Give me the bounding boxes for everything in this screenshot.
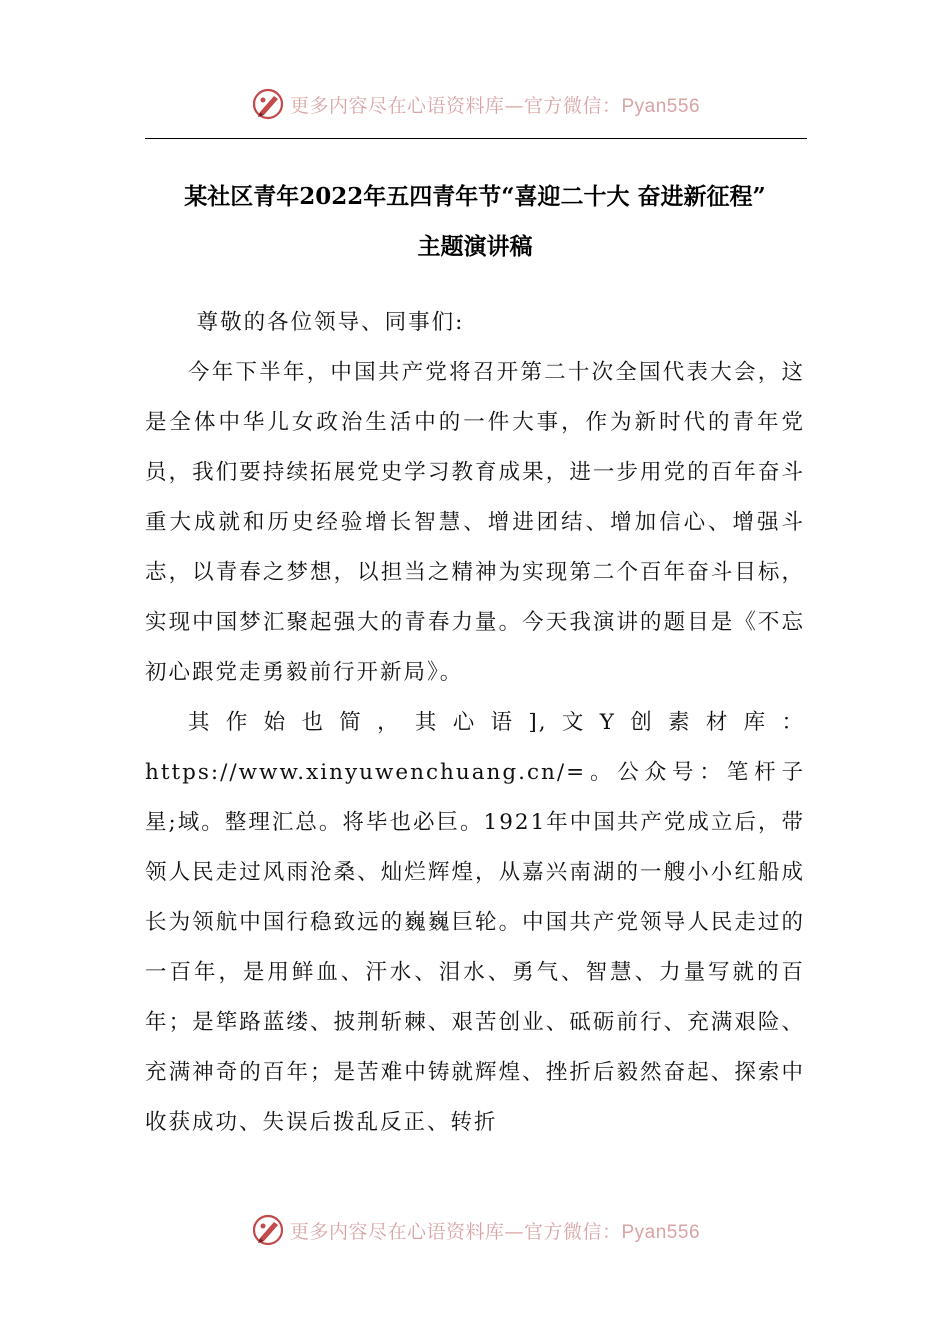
body-paragraph-2: 其作始也简，其心语],文Y创素材库：https://www.xinyuwenchuang.cn/=。公众号：笔杆子星;域。整理汇总。将毕也必巨。1921年中国共产党成立后，带领人民走过风雨沧桑、灿烂辉煌，从嘉兴南湖的一艘小小红船成长为领航中国行稳致远的巍巍巨轮。中国共产党领导人民走过的一百年，是用鲜血、汗水、泪水、勇气、智慧、力量写就的百年；是筚路蓝缕、披荆斩棘、艰苦创业、砥砺前行、充满艰险、充满神奇的百年；是苦难中铸就辉煌、挫折后毅然奋起、探索中收获成功、失误后拨乱反正、转折 <box>145 710 805 1135</box>
footer-banner-text: 更多内容尽在心语资料库—官方微信：Pyan556 <box>289 1220 701 1243</box>
footer-wechat-id: Pyan556 <box>621 1221 701 1243</box>
document-title-line2: 主题演讲稿 <box>417 233 533 260</box>
greeting-paragraph: 尊敬的各位领导、同事们: <box>196 310 465 335</box>
document-title-line1: 某社区青年2022年五四青年节“喜迎二十大 奋进新征程” <box>184 183 766 210</box>
document-body <box>145 298 805 1148</box>
header-banner-text: 更多内容尽在心语资料库—官方微信：Pyan556 <box>289 94 701 117</box>
pen-logo-icon <box>250 1212 286 1248</box>
header-wechat-id: Pyan556 <box>621 95 701 117</box>
body-paragraph-1: 今年下半年，中国共产党将召开第二十次全国代表大会，这是全体中华儿女政治生活中的一件大事，作为新时代的青年党员，我们要持续拓展党史学习教育成果，进一步用党的百年奋斗重大成就和历史经验增长智慧、增进团结、增加信心、增强斗志，以青春之梦想，以担当之精神为实现第二个百年奋斗目标，实现中国梦汇聚起强大的青春力量。今天我演讲的题目是《不忘初心跟党走勇毅前行开新局》。 <box>145 360 805 685</box>
pen-logo-icon <box>250 86 286 122</box>
header-divider <box>145 138 807 139</box>
header-banner <box>0 84 950 124</box>
footer-banner <box>0 1210 950 1250</box>
